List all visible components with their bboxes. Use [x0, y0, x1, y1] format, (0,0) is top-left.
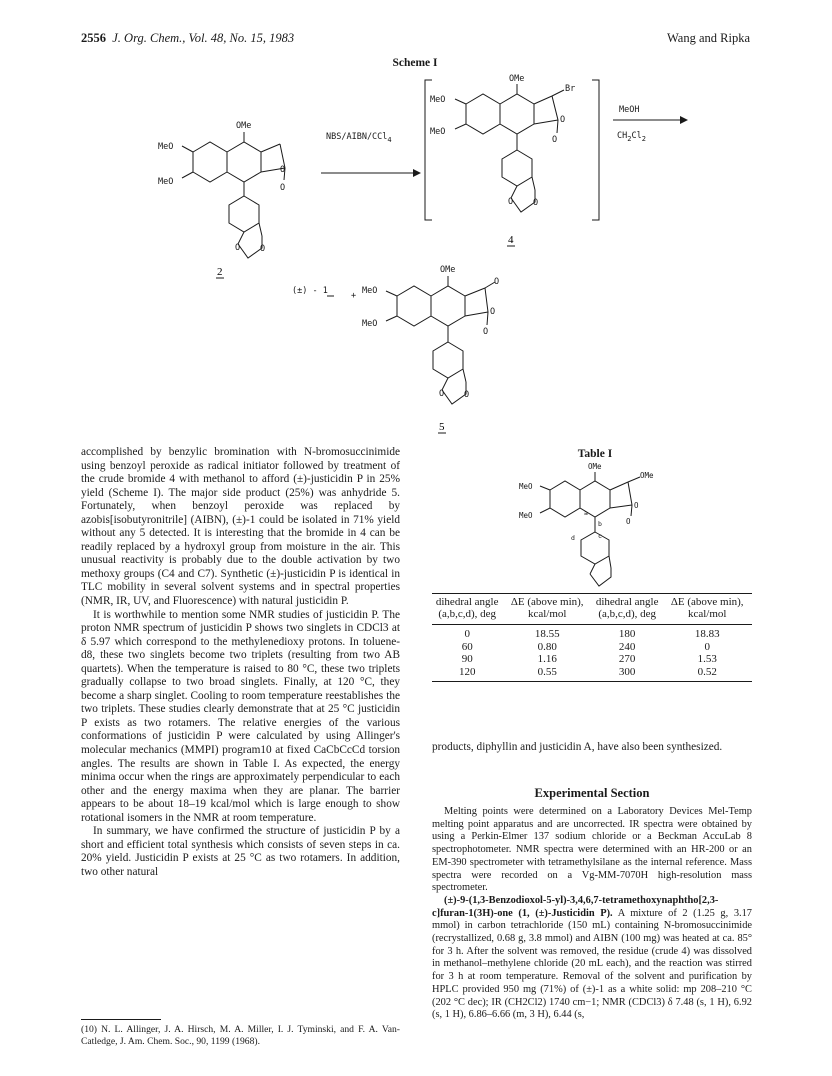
svg-text:MeO: MeO [158, 177, 174, 187]
label-c: c [598, 532, 602, 540]
header-energy-1: ΔE (above min), kcal/mol [510, 596, 584, 620]
experimental-body [432, 806, 752, 1022]
footnote-10: (10) N. L. Allinger, J. A. Hirsch, M. A. Miller, I. J. Tyminski, and F. A. Van-Catledge, J. Am. Chem. Soc., 90, 1199 (1968). [81, 1024, 400, 1047]
svg-text:MeO: MeO [519, 511, 533, 520]
footnote-rule [81, 1019, 161, 1020]
compound-heading: (±)-9-(1,3-Benzodioxol-5-yl)-3,4,6,7-tetramethoxynaphtho[2,3-c]furan-1(3H)-one (1, (±)-Justicidin P). [432, 894, 719, 919]
left-column [81, 446, 400, 880]
paragraph-methods: Melting points were determined on a Laboratory Devices Mel-Temp melting point apparatus and are uncorrected. IR spectra were obtained by using a Perkin-Elmer 137 sodium chloride or a Beckman AccuLab 8 spectrophotometer. NMR spectra were determined with an HR-200 or an EM-390 spectrometer with tetramethylsilane as the internal reference. Mass spectra were recorded on a Vg-MM-7070H high-resolution mass spectrometer. [432, 806, 752, 894]
paragraph-nmr-studies: It is worthwhile to mention some NMR studies of justicidin P. The proton NMR spectrum of justicidin P shows two singlets in CDCl3 at δ 5.97 which correspond to the methylenedioxy protons. In toluene-d8, these two singlets become two triplets (resulting from two AB quartets). When the temperature is raised to 80 °C, these two triplets gradually collapse to two broad singlets. Finally, at 120 °C, they become a sharp singlet. Cooling to room temperature reestablishes the two triplets. These studies clearly demonstrate that at 25 °C justicidin P exists as two rotamers. The relative energies of the various conformations of justicidin P were calculated by using Allinger's molecular mechanics (MMPI) program10 at fixed CaCbCcCd torsion angles. The results are shown in Table I. As expected, the energy minima occur when the rings are approximately perpendicular to each other and the energy maxima when they are planar. The barrier appears to be about 18–19 kcal/mol which is large enough to show rotational isomers in the NMR at room temperature. [81, 608, 400, 824]
svg-text:O: O [533, 198, 539, 208]
table-row: 120 0.55 300 0.52 [458, 665, 717, 678]
svg-text:O: O [483, 327, 489, 337]
reagent-meoh: MeOH [619, 105, 640, 115]
svg-text:O: O [260, 244, 266, 254]
svg-text:O: O [552, 135, 558, 145]
svg-text:O: O [439, 389, 445, 399]
compound-2-label: 2 [217, 266, 223, 278]
reagent-ch2cl2: $CH_2Cl_2$ [617, 131, 646, 143]
table-row: 0 18.55 180 18.83 [464, 628, 720, 640]
svg-text:OMe: OMe [588, 462, 602, 471]
table-row: 90 1.16 270 1.53 [461, 653, 717, 665]
svg-text:MeO: MeO [430, 95, 446, 105]
svg-text:Br: Br [565, 84, 576, 94]
compound-5-structure [362, 265, 499, 404]
paragraph-summary: In summary, we have confirmed the structure of justicidin P by a short and efficient total synthesis which consists of seven steps in ca. 20% yield. Justicidin P exists at 25 °C as two rotamers. In addition, two other natural [81, 825, 400, 878]
paragraph-procedure: A mixture of 2 (1.25 g, 3.17 mmol) in carbon tetrachloride (150 mL) containing N-bromosuccinimide (recrystallized, 0.68 g, 3.8 mmol) and AIBN (100 mg) was heated at ca. 85° for 3 h. After the solvent was removed, the residue (crude 4) was dissolved in methanol–methylene chloride (20 mL each), and the reaction was stirred for 3 h at room temperature. Removal of the solvent and purification by HPLC provided 950 mg (71%) of (±)-1 as a white solid: mp 208–210 °C (202 °C dec); IR (CH2Cl2) 1740 cm−1; NMR (CDCl3) δ 7.48 (s, 1 H), 6.92 (s, 1 H), 6.86–6.66 (m, 3 H), 6.44 (s, [432, 907, 753, 1021]
section-title-experimental: Experimental Section [534, 786, 650, 800]
compound-4-label: 4 [508, 234, 514, 246]
svg-text:O: O [494, 277, 500, 287]
journal-citation: J. Org. Chem., Vol. 48, No. 15, 1983 [112, 31, 295, 45]
compound-2-structure [158, 121, 285, 258]
table-title: Table I [577, 448, 613, 460]
svg-text:O: O [626, 517, 631, 526]
header-angle-2: dihedral angle (a,b,c,d), deg [595, 596, 659, 620]
reagent-nbs-aibn: NBS/AIBN/CCl$_4$ [326, 132, 392, 144]
header-authors: Wang and Ripka [666, 31, 750, 45]
page-number: 2556 [81, 31, 106, 45]
running-header [81, 31, 294, 46]
right-column [432, 741, 752, 755]
table-row: 60 0.80 240 0 [461, 640, 710, 653]
svg-text:OMe: OMe [640, 471, 654, 480]
svg-text:MeO: MeO [158, 142, 174, 152]
svg-text:O: O [560, 115, 566, 125]
header-energy-2: ΔE (above min), kcal/mol [670, 596, 744, 620]
svg-text:MeO: MeO [362, 286, 378, 296]
svg-text:O: O [508, 197, 514, 207]
svg-text:O: O [634, 501, 639, 510]
paragraph-synthesis: accomplished by benzylic bromination with N-bromosuccinimide using benzoyl peroxide as radical initiator followed by treatment of the crude bromide 4 with methanol to afford (±)-justicidin P in 25% yield (Scheme I). The major side product (25%) was anhydride 5. Fortunately, when benzoyl peroxide was replaced by azobis[isobutyronitrile] (AIBN), (±)-1 could be isolated in 71% yield without any 5 detected. It is interesting that the bromide in 4 can be readily replaced by a hydroxyl group from moisture in the air. This unusual reactivity is probably due to the double activation by two methoxy groups (C4 and C7). Synthetic (±)-justicidin P is identical in TLC mobility in several solvent systems and in spectral properties (NMR, IR, UV, and Fluorescence) with natural justicidin P. [81, 446, 400, 608]
plus-sign: + [351, 291, 357, 301]
svg-text:MeO: MeO [430, 127, 446, 137]
svg-text:OMe: OMe [440, 265, 456, 275]
label-a: a [584, 509, 588, 517]
svg-text:OMe: OMe [509, 74, 525, 84]
product-racemic-1: (±) - 1 [292, 286, 328, 296]
svg-text:O: O [280, 183, 286, 193]
scheme-title: Scheme I [392, 57, 438, 69]
paragraph-continuation: products, diphyllin and justicidin A, have also been synthesized. [432, 741, 723, 753]
compound-5-label: 5 [439, 421, 445, 433]
compound-4-structure [430, 74, 575, 212]
svg-text:O: O [280, 165, 286, 175]
label-b: b [598, 520, 602, 528]
table-1 [432, 596, 752, 682]
table-structure-figure [518, 460, 688, 592]
svg-text:O: O [464, 390, 470, 400]
svg-text:OMe: OMe [236, 121, 252, 131]
label-d: d [571, 534, 575, 542]
header-angle-1: dihedral angle (a,b,c,d), deg [435, 596, 499, 620]
svg-text:MeO: MeO [362, 319, 378, 329]
table-header-row [432, 596, 752, 620]
svg-text:MeO: MeO [519, 482, 533, 491]
scheme-figure [0, 60, 832, 435]
svg-text:O: O [490, 307, 496, 317]
svg-text:O: O [235, 243, 241, 253]
